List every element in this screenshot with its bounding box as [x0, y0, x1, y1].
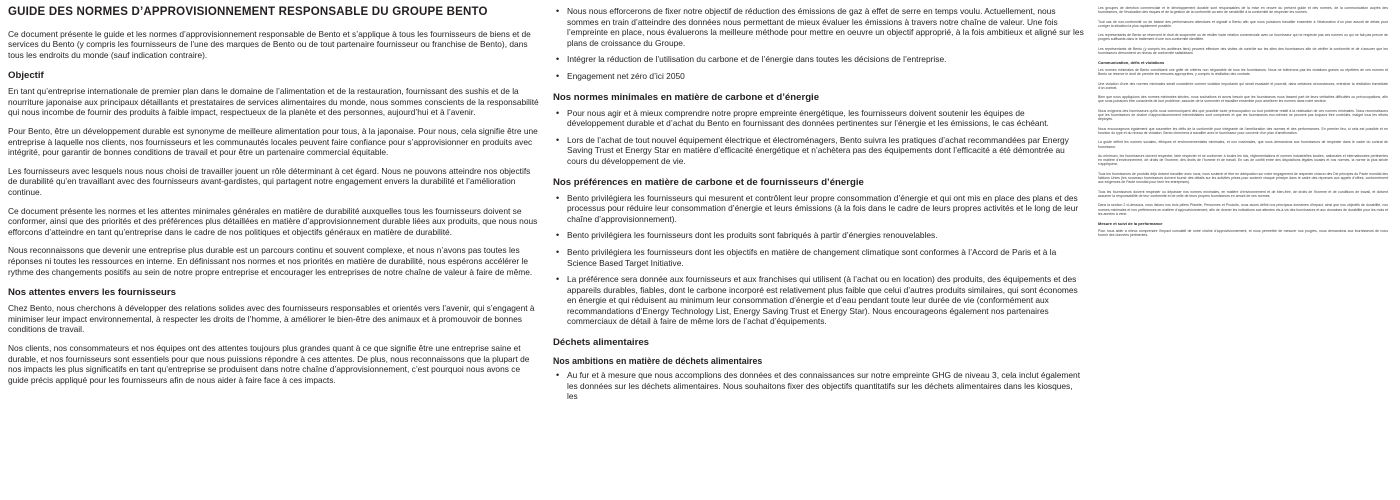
margin-note: Une violation d’une des normes minimales serait considérée comme violation importante qui serait escaladé et pourrait, dans certaines circonstances, entraîner la résiliation immédiate d’un contrat.: [1098, 81, 1388, 90]
margin-note: Bien que nous appliquions des normes minimales strictes, nous souhaitons et avons besoin que les fournisseurs nous fassent part de leurs véritables difficultés ou préoccupations, afin que nous puissions être conscients de tout problème, associer de la surmonter et travailler ensemble pour améliorer les normes dans notre secteur.: [1098, 95, 1388, 104]
margin-note: Tous les fournisseurs doivent respecter ou dépasser nos normes minimales, en matière d’environnement et de bien-être, de droits de l’homme et de conditions de travail, et doivent assumer la responsabilité de leur conformité et de celle de leurs propres fournisseurs en amont de ces normes.: [1098, 189, 1388, 198]
carbon-top-bullets: [553, 6, 1084, 82]
list-item: • Bento privilégiera les fournisseurs dont les produits sont fabriqués à partir d’énergies renouvelables.: [565, 230, 1084, 241]
objectif-paragraph-4: Ce document présente les normes et les attentes minimales générales en matière de durabilité auxquelles tous les fournisseurs doivent se conformer, ainsi que des priorités et des préférences plus détaillées en matière d’approvisionnement durable liées aux produits, que nous nous efforcons d’atteindre en tant qu’entreprise dans le cadre de nos politiques et objectifs généraux en matière de durabilité.: [8, 205, 538, 237]
section-heading-attentes-fournisseurs: Nos attentes envers les fournisseurs: [8, 287, 176, 299]
column-right-notes: [1098, 6, 1388, 500]
margin-note: Nous exigeons des fournisseurs qu’ils nous communiquent dès que possible toute préoccupation ou tout problème relatif à la réalisation de ces normes minimales. Nous reconnaissons que les fournisseurs de chaîne d’approvisionnement intermédiaires sont complexes et que les fournisseurs eux-mêmes ne peuvent pas toujours être contrôlés, malgré tous les efforts déployés.: [1098, 108, 1388, 122]
section-heading-normes-minimales: Nos normes minimales en matière de carbone et d’énergie: [553, 91, 820, 103]
preferences-bullets: [553, 193, 1084, 328]
section-heading-objectif: Objectif: [8, 70, 44, 82]
section-heading-preferences: Nos préférences en matière de carbone et de fournisseurs d’énergie: [553, 176, 864, 188]
list-item: • La préférence sera donnée aux fournisseurs et aux franchises qui utilisent (à l’achat ou en location) des produits, des équipements et des appareils durables, fiables, dont le carbone incorporé est relativement plus faible que celui d’autres produits similaires, qui sont économes en énergie et qui réduisent au minimum leur consommation d’énergie et d’eau pendant toute leur durée de vie (conformément aux recommandations d’Energy Technology List, Energy Saving Trust et Energy Star). Nous encourageons également nos partenaires commerciaux de détail à faire de même lors de l’achat d’équipements.: [565, 274, 1084, 327]
margin-note: Nous encourageons également que soumettre les défis de la conformité pour intégrante de l’amélioration des normes et des performances. En premier lieu, si cela est possible et en fonction du type et du niveau de violation, Bento cherchera à travailler avec le fournisseur pour convenir d’un plan d’amélioration.: [1098, 126, 1388, 135]
note-block: [1098, 6, 1388, 55]
list-item: • Pour nous agir et à mieux comprendre notre propre empreinte énergétique, les fournisseurs doivent soutenir les équipes de développement durable et d’achat du Bento en fournissant des données pertinentes sur l’énergie et les émissions, le cas échéant.: [565, 108, 1084, 129]
margin-note: Les représentants de Bento se réservent le droit de suspendre ou de résilier toute relation commerciale avec un fournisseur qui ne respecte pas ces normes ou qui ne fait pas preuve de progrès suffisants dans le traitement d’une non-conformité identifiée.: [1098, 33, 1388, 42]
list-item: • Lors de l’achat de tout nouvel équipement électrique et électroménagers, Bento suivra les pratiques d’achat recommandées par Energy Saving Trust et Energy Star en matière d’efficacité énergétique et n’achètera pas des équipements dont l’efficacité a été démontrée au cours du développement de vie.: [565, 135, 1084, 167]
note-heading-communication: Communication, défis et violations: [1098, 60, 1165, 66]
margin-note: Tous les fournisseurs de produits déjà doivent travailler avec nous, nous soutenir et être en adéquation sur notre engagement de respecter chacun des Dix principes du Pacte mondial des Nations Unies (les nouveaux fournisseurs doivent fournir des détails sur les activités prises pour soutenir chaque principe dans le cadre des réponses aux appels d’offres, conformément aux exigences de Pacte mondial pour tenir les entreprises).: [1098, 171, 1388, 185]
margin-note: Tout cas de non-conformité ou de baisse des performances attendues et signalé à Bento afin que nous puissions travailler ensemble à l’élaboration d’un plan assorti de délais pour corriger la situation la plus rapidement possible.: [1098, 19, 1388, 28]
objectif-paragraph-3: Les fournisseurs avec lesquels nous nous choisi de travailler jouent un rôle déterminant à cet égard. Nous ne pouvons atteindre nos objectifs de durabilité qu’en travaillant avec des fournisseurs avant-gardistes, qui partagent notre engagement envers la durabilité et l’amélioration continue.: [8, 165, 531, 198]
list-item: • Intégrer la réduction de l’utilisation du carbone et de l’énergie dans toutes les décisions de l’entreprise.: [565, 54, 1084, 65]
objectif-paragraph-1: En tant qu’entreprise internationale de premier plan dans le domaine de l’alimentation et de la restauration, fournissant des sushis et de la nourriture japonaise aux principaux détaillants et prestataires de services alimentaires du monde, nous sommes conscients de la responsabilité qui nous incombe de fournir des produits à faible impact, respectueux de la planète et des personnes, aujourd’hui et à l’avenir.: [8, 86, 539, 118]
column-left: [8, 6, 553, 500]
normes-minimales-bullets: [553, 108, 1084, 167]
attentes-paragraph-2: Nos clients, nos consommateurs et nos équipes ont des attentes toujours plus grandes quant à ce que signifie être une entreprise saine et durable, et nos fournisseurs sont essentiels pour que nous puissions répondre à ces attentes. De plus, nous reconnaissons que la plupart de nos impacts les plus significatifs en tant qu’entreprise se produisent dans notre chaîne d’approvisionnement, c’est pourquoi nous avons ce guide précis appliqué pour les fournisseurs afin de nous aider à faire face à ces impacts.: [8, 342, 530, 385]
subheading-ambitions-dechets: Nos ambitions en matière de déchets alimentaires: [553, 356, 763, 367]
column-middle: [553, 6, 1098, 500]
note-block-performance: [1098, 222, 1388, 237]
margin-note: Pour nous aider à mieux comprendre l’impact cumulatif de notre chaîne d’approvisionnement, et nous permettre de mesurer nos progrès, nous demandons aux fournisseurs de nous fournir des données pertinentes.: [1098, 228, 1388, 237]
objectif-paragraph-2: Pour Bento, être un développement durable est synonyme de meilleure alimentation pour tous, à la japonaise. Pour nous, cela signifie être une entreprise à laquelle nos clients, nos fournisseurs et les communautés locales peuvent faire confiance pour s’approvisionner en produits avec intégrité, pour garantir de bonnes conditions de travail et pour être un partenaire commercial équitable.: [8, 126, 538, 158]
list-item: • Au fur et à mesure que nous accomplions des données et des connaissances sur notre empreinte GHG de niveau 3, cela inclut également les données sur les déchets alimentaires. Nous souhaitons fixer des objectifs quantitatifs sur les déchets alimentaires dans les kiosques, les: [565, 370, 1084, 402]
objectif-paragraph-5: Nous reconnaissons que devenir une entreprise plus durable est un parcours continu et souvent complexe, et nous n’avons pas toutes les réponses ni toutes les ressources en interne. En définissant nos normes et nos priorités en matière de durabilité, nous espérons accélérer le rythme des changements positifs au sein de notre propre entreprise et encourager les entreprises de notre chaîne de valeur à faire de même.: [8, 245, 533, 277]
margin-note: Les normes minimales de Bento constituent une grille de critères non négociable de tous les fournisseurs. Nous ne tolérerons pas les violations graves ou répétées de ces normes et Bento se réserve le droit de prendre les mesures appropriées, y compris la résiliation des contrats.: [1098, 67, 1388, 77]
margin-note: Dans la section 2 ci-dessous, nous listons nos trois piliers Planète, Personnes et Produits, nous avons défini nos principaux domaines d’impact, ainsi que nos objectifs de durabilité, nos normes minimales et nos préférences en matière d’approvisionnement, afin de donner les indications aux attentes vis-à-vis des fournisseurs et aux domaines de durabilité pour les mois et les années à venir.: [1098, 203, 1388, 216]
dechets-bullets: [553, 370, 1084, 402]
margin-note: Au minimum, les fournisseurs doivent respecter, faire respecter et se conformer à toutes les lois, réglementations et normes industrielles locales, nationales et internationales pertinentes en matière d’environnement, de droits de l’homme, des droits de l’homme et de travail. En cas de conflit entre des dispositions légales locales et nos normes, la norme la plus stricte s’appliquera.: [1098, 153, 1388, 167]
three-column-layout: [8, 6, 1392, 500]
margin-note: Les groupes de direction commerciale et le développement durable sont responsables de la mise en œuvre du présent guide et des normes, de la communication auprès des fournisseurs, de l’évaluation des risques et de la gestion de la conformité au sein de sensibilité à la conformité de respecter les normes.: [1098, 6, 1388, 15]
list-item: • Engagement net zéro d’ici 2050: [565, 71, 1084, 82]
list-item: • Bento privilégiera les fournisseurs qui mesurent et contrôlent leur propre consommation d’énergie et qui ont mis en place des plans et des processus pour réduire leur consommation d’énergie et leurs émissions (à la fois dans le cadre de leurs propres activités et le long de leur chaîne d’approvisionnement).: [565, 193, 1084, 225]
attentes-paragraph-1: Chez Bento, nous cherchons à développer des relations solides avec des fournisseurs responsables et orientés vers l’avenir, qui s’engagent à minimiser leur impact environnemental, à respecter les droits de l’homme, à améliorer le bien-être des animaux et à promouvoir de bonnes conditions de travail.: [8, 303, 535, 335]
list-item: • Nous nous efforcerons de fixer notre objectif de réduction des émissions de gaz à effet de serre en temps voulu. Actuellement, nous sommes en train d’atteindre des données nous permettant de mieux évaluer les émissions à travers notre chaîne de valeur. Une fois l’empreinte en place, nous évaluerons la meilleure méthode pour mettre en oeuvre un objectif approprié, à la fois ambitieux et aligné sur les plans de croissance du Groupe.: [565, 6, 1084, 48]
intro-paragraph: Ce document présente le guide et les normes d’approvisionnement responsable de Bento et s’applique à tous les fournisseurs de biens et de services du Bento (y compris les fournisseurs de l’une des marques de Bento ou de tout partenaire fournisseur ou franchise de Bento), dans tous les endroits du monde (sauf indication contraire).: [8, 28, 531, 60]
margin-note: Les représentants de Bento (y compris les auditeurs tiers) peuvent effectuer des visites de contrôle sur les sites des fournisseurs afin de vérifier la conformité et de s’assurer que les fournisseurs démontrent un niveau de conformité satisfaisant.: [1098, 46, 1388, 56]
margin-note: La guide définit les normes sociales, éthiques et environnementales minimales, et non maximales, que nous demandons aux fournisseurs de respecter dans le cadre du contrat de fournisseur.: [1098, 140, 1388, 149]
list-item: • Bento privilégiera les fournisseurs dont les objectifs en matière de changement climatique sont conformes à l’Accord de Paris et à la Science Based Target Initiative.: [565, 247, 1084, 268]
note-block-communication: [1098, 61, 1388, 216]
section-heading-dechets: Déchets alimentaires: [553, 337, 649, 349]
page-title: GUIDE DES NORMES D’APPROVISIONNEMENT RESPONSABLE DU GROUPE BENTO: [8, 6, 488, 18]
note-heading-performance: Mesure et suivi de la performance: [1098, 221, 1163, 227]
